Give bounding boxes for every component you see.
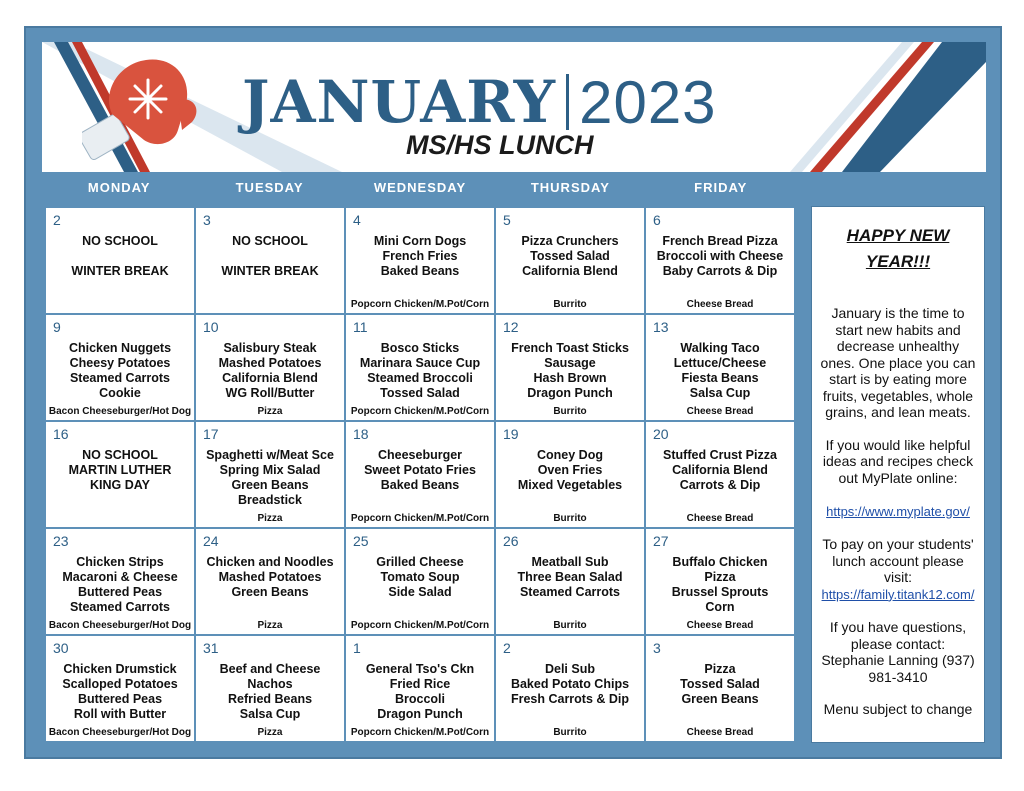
menu-items [348, 555, 492, 600]
menu-item: Steamed Carrots [69, 600, 171, 614]
menu-item: Bosco Sticks [380, 341, 460, 355]
day-cell [495, 421, 645, 528]
menu-items [198, 234, 342, 279]
day-header-friday: FRIDAY [694, 180, 748, 195]
day-cell [345, 207, 495, 314]
menu-item: Cheeseburger [377, 448, 463, 462]
menu-item: MARTIN LUTHER [68, 463, 172, 477]
day-number: 9 [53, 319, 61, 335]
menu-item: Brussel Sprouts [671, 585, 769, 599]
menu-item: Chicken Strips [76, 555, 164, 569]
menu-item: Tomato Soup [380, 570, 460, 584]
info-paragraph: January is the time to start new habits and decrease unhealthy ones. One place you can start is by eating more fruits, vegetables, whole grains, and lean meats. [820, 305, 976, 420]
menu-items [648, 341, 792, 401]
menu-item: Dragon Punch [377, 707, 463, 721]
spacer [48, 249, 192, 264]
menu-item: Tossed Salad [680, 677, 760, 691]
title-divider [566, 74, 569, 130]
menu-item: Scalloped Potatoes [62, 677, 178, 691]
day-number: 12 [503, 319, 519, 335]
menu-item: General Tso's Ckn [365, 662, 475, 676]
day-cell [45, 635, 195, 742]
menu-item: Nachos [247, 677, 293, 691]
day-number: 4 [353, 212, 361, 228]
menu-items [348, 448, 492, 493]
menu-items [498, 234, 642, 279]
menu-item: Buttered Peas [77, 692, 163, 706]
menu-item: NO SCHOOL [82, 234, 158, 248]
myplate-paragraph [818, 437, 978, 521]
menu-item: Stuffed Crust Pizza [663, 448, 777, 462]
menu-item: Salsa Cup [239, 707, 301, 721]
menu-item: Oven Fries [537, 463, 603, 477]
menu-item: Baked Potato Chips [510, 677, 630, 691]
day-number: 17 [203, 426, 219, 442]
day-cell [45, 528, 195, 635]
day-number: 2 [53, 212, 61, 228]
menu-item: Tossed Salad [380, 386, 460, 400]
day-number: 25 [353, 533, 369, 549]
calendar-grid [44, 206, 796, 743]
myplate-text: If you would like helpful ideas and recipes check out MyPlate online: [822, 436, 974, 486]
menu-item: Broccoli with Cheese [656, 249, 784, 263]
menu-item: Meatball Sub [531, 555, 609, 569]
day-cell [45, 207, 195, 314]
day-cell [345, 528, 495, 635]
day-number: 30 [53, 640, 69, 656]
mitten-snowflake-icon [82, 52, 202, 162]
menu-item: Buttered Peas [77, 585, 163, 599]
myplate-link[interactable]: https://www.myplate.gov/ [826, 503, 970, 519]
menu-item: Baby Carrots & Dip [662, 264, 778, 278]
alternate-entree: Popcorn Chicken/M.Pot/Corn [350, 299, 490, 310]
menu-item: WG Roll/Butter [225, 386, 315, 400]
alternate-entree: Burrito [553, 299, 587, 310]
title-month: JANUARY [242, 68, 557, 136]
alternate-entree: Popcorn Chicken/M.Pot/Corn [350, 406, 490, 417]
menu-item: Beef and Cheese [219, 662, 321, 676]
menu-item: French Bread Pizza [662, 234, 778, 248]
menu-item: Spring Mix Salad [219, 463, 321, 477]
menu-item: Mixed Vegetables [517, 478, 623, 492]
day-cell [345, 635, 495, 742]
day-number: 27 [653, 533, 669, 549]
day-number: 23 [53, 533, 69, 549]
menu-item: Green Beans [231, 478, 309, 492]
day-number: 24 [203, 533, 219, 549]
menu-item: Refried Beans [227, 692, 313, 706]
day-cell [495, 314, 645, 421]
day-number: 18 [353, 426, 369, 442]
alternate-entree: Cheese Bread [686, 513, 754, 524]
day-cell [645, 207, 795, 314]
day-cell [495, 207, 645, 314]
menu-item: Corn [705, 600, 735, 614]
menu-items [648, 662, 792, 707]
day-cell [195, 207, 345, 314]
menu-item: Chicken Drumstick [63, 662, 177, 676]
menu-item: Baked Beans [380, 264, 460, 278]
menu-items [648, 448, 792, 493]
day-number: 16 [53, 426, 69, 442]
alternate-entree: Cheese Bread [686, 406, 754, 417]
day-cell [195, 528, 345, 635]
title-year: 2023 [579, 68, 717, 136]
menu-item: Breadstick [238, 493, 302, 507]
day-number: 2 [503, 640, 511, 656]
menu-item: Dragon Punch [527, 386, 613, 400]
menu-item: Pizza [704, 570, 736, 584]
menu-item: Side Salad [388, 585, 452, 599]
menu-item: Mashed Potatoes [218, 570, 322, 584]
day-cell [645, 421, 795, 528]
day-number: 26 [503, 533, 519, 549]
menu-item: Fiesta Beans [681, 371, 759, 385]
day-number: 10 [203, 319, 219, 335]
menu-item: French Toast Sticks [511, 341, 629, 355]
menu-item: Sweet Potato Fries [364, 463, 476, 477]
menu-item: French Fries [382, 249, 458, 263]
menu-item: Broccoli [394, 692, 445, 706]
menu-item: WINTER BREAK [221, 264, 319, 278]
menu-item: Mini Corn Dogs [373, 234, 467, 248]
menu-item: Cookie [99, 386, 141, 400]
menu-item: California Blend [522, 264, 618, 278]
menu-items [198, 448, 342, 508]
disclaimer: Menu subject to change [823, 701, 973, 717]
day-number: 3 [653, 640, 661, 656]
alternate-entree: Cheese Bread [686, 620, 754, 631]
alternate-entree: Burrito [553, 513, 587, 524]
menu-item: Tossed Salad [530, 249, 610, 263]
menu-item: Sausage [544, 356, 596, 370]
banner [42, 42, 986, 172]
payment-link[interactable]: https://family.titank12.com/ [821, 586, 975, 602]
day-cell [645, 314, 795, 421]
menu-item: Mashed Potatoes [218, 356, 322, 370]
menu-items [198, 555, 342, 600]
menu-item: Carrots & Dip [679, 478, 761, 492]
alternate-entree: Bacon Cheeseburger/Hot Dog [48, 406, 192, 417]
menu-item: Macaroni & Cheese [62, 570, 178, 584]
menu-item: Steamed Carrots [69, 371, 171, 385]
day-cell [345, 314, 495, 421]
menu-item: Buffalo Chicken [672, 555, 768, 569]
day-number: 19 [503, 426, 519, 442]
day-number: 31 [203, 640, 219, 656]
menu-item: Cheesy Potatoes [69, 356, 171, 370]
menu-items [48, 555, 192, 615]
menu-items [48, 662, 192, 722]
menu-items [48, 448, 192, 493]
day-cell [495, 635, 645, 742]
menu-item: Steamed Broccoli [367, 371, 473, 385]
menu-items [498, 448, 642, 493]
menu-items [348, 341, 492, 401]
spacer [198, 249, 342, 264]
day-number: 1 [353, 640, 361, 656]
alternate-entree: Cheese Bread [686, 727, 754, 738]
menu-item: KING DAY [90, 478, 150, 492]
alternate-entree: Pizza [257, 727, 283, 738]
menu-item: Coney Dog [537, 448, 603, 462]
menu-item: Salsa Cup [689, 386, 751, 400]
contact-paragraph: If you have questions, please contact: Stephanie Lanning (937) 981-3410 [821, 619, 975, 685]
greeting: HAPPY NEW YEAR!!! [846, 226, 950, 271]
menu-item: Fried Rice [389, 677, 451, 691]
menu-item: WINTER BREAK [71, 264, 169, 278]
menu-items [348, 662, 492, 722]
menu-item: Hash Brown [533, 371, 607, 385]
menu-item: Three Bean Salad [517, 570, 623, 584]
menu-item: California Blend [672, 463, 768, 477]
day-header-tuesday: TUESDAY [235, 180, 304, 195]
menu-item: Spaghetti w/Meat Sce [206, 448, 334, 462]
menu-item: Green Beans [231, 585, 309, 599]
day-headers [44, 180, 796, 200]
day-cell [195, 314, 345, 421]
menu-items [48, 341, 192, 401]
menu-item: Salisbury Steak [223, 341, 317, 355]
menu-item: Baked Beans [380, 478, 460, 492]
payment-text: To pay on your students' lunch account please visit: [822, 536, 974, 585]
menu-item: Pizza [704, 662, 736, 676]
alternate-entree: Popcorn Chicken/M.Pot/Corn [350, 513, 490, 524]
menu-items [498, 341, 642, 401]
menu-item: Steamed Carrots [519, 585, 621, 599]
day-number: 6 [653, 212, 661, 228]
menu-item: Green Beans [681, 692, 759, 706]
menu-item: Marinara Sauce Cup [359, 356, 481, 370]
menu-item: Chicken Nuggets [68, 341, 172, 355]
alternate-entree: Pizza [257, 406, 283, 417]
menu-item: Deli Sub [544, 662, 595, 676]
menu-item: NO SCHOOL [82, 448, 158, 462]
payment-paragraph [818, 536, 978, 603]
day-number: 5 [503, 212, 511, 228]
menu-item: Pizza Crunchers [521, 234, 619, 248]
day-header-monday: MONDAY [87, 180, 151, 195]
alternate-entree: Popcorn Chicken/M.Pot/Corn [350, 727, 490, 738]
day-cell [345, 421, 495, 528]
day-cell [45, 314, 195, 421]
day-number: 20 [653, 426, 669, 442]
alternate-entree: Pizza [257, 620, 283, 631]
day-header-thursday: THURSDAY [530, 180, 610, 195]
alternate-entree: Popcorn Chicken/M.Pot/Corn [350, 620, 490, 631]
alternate-entree: Cheese Bread [686, 299, 754, 310]
info-sidebar [811, 206, 985, 743]
day-number: 3 [203, 212, 211, 228]
menu-items [198, 662, 342, 722]
menu-items [48, 234, 192, 279]
menu-item: Walking Taco [680, 341, 760, 355]
menu-item: Chicken and Noodles [206, 555, 334, 569]
menu-items [648, 234, 792, 279]
menu-items [648, 555, 792, 615]
day-cell [45, 421, 195, 528]
menu-items [348, 234, 492, 279]
alternate-entree: Bacon Cheeseburger/Hot Dog [48, 727, 192, 738]
day-cell [195, 635, 345, 742]
menu-item: Fresh Carrots & Dip [510, 692, 630, 706]
day-cell [495, 528, 645, 635]
menu-item: Roll with Butter [73, 707, 167, 721]
alternate-entree: Burrito [553, 620, 587, 631]
menu-item: Lettuce/Cheese [673, 356, 767, 370]
alternate-entree: Pizza [257, 513, 283, 524]
alternate-entree: Bacon Cheeseburger/Hot Dog [48, 620, 192, 631]
menu-items [198, 341, 342, 401]
menu-items [498, 555, 642, 600]
menu-items [498, 662, 642, 707]
day-cell [645, 635, 795, 742]
menu-item: NO SCHOOL [232, 234, 308, 248]
day-header-wednesday: WEDNESDAY [373, 180, 467, 195]
day-number: 13 [653, 319, 669, 335]
alternate-entree: Burrito [553, 727, 587, 738]
day-cell [645, 528, 795, 635]
menu-item: California Blend [222, 371, 318, 385]
day-number: 11 [353, 319, 368, 335]
day-cell [195, 421, 345, 528]
subtitle: MS/HS LUNCH [406, 130, 594, 160]
menu-item: Grilled Cheese [376, 555, 464, 569]
alternate-entree: Burrito [553, 406, 587, 417]
